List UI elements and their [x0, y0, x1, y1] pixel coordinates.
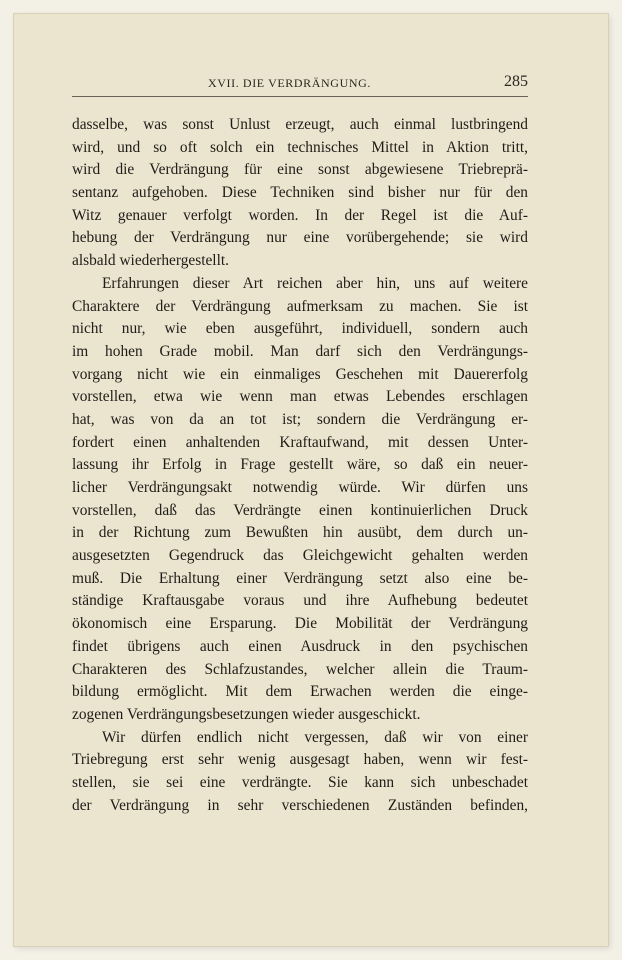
text-line: der Verdrängung in sehr verschiedenen Zuständen befinden,: [72, 796, 528, 814]
text-line: ständige Kraftausgabe voraus und ihre Aufhebung bedeutet: [72, 592, 528, 610]
text-line: wird, und so oft solch ein technisches Mittel in Aktion tritt,: [72, 138, 528, 156]
header-rule: [72, 96, 528, 97]
text-line: alsbald wiederhergestellt.: [72, 252, 229, 270]
page-header: [72, 72, 528, 94]
text-line: Charaktere der Verdrängung aufmerksam zu machen. Sie ist: [72, 297, 528, 315]
text-line: Witz genauer verfolgt worden. In der Regel ist die Auf-: [72, 206, 528, 224]
text-line: stellen, sie sei eine verdrängte. Sie kann sich unbeschadet: [72, 773, 528, 791]
text-line: ausgesetzten Gegendruck das Gleichgewicht gehalten werden: [72, 547, 528, 565]
text-line: vorstellen, daß das Verdrängte einen kontinuierlichen Druck: [72, 501, 528, 519]
text-line: in der Richtung zum Bewußten hin ausübt, dem durch un-: [72, 524, 528, 542]
text-line: Charakteren des Schlafzustandes, welcher allein die Traum-: [72, 660, 528, 678]
text-line: dasselbe, was sonst Unlust erzeugt, auch einmal lustbringend: [72, 116, 528, 133]
text-line: zogenen Verdrängungsbesetzungen wieder ausgeschickt.: [72, 705, 421, 723]
running-head: XVII. DIE VERDRÄNGUNG.: [208, 76, 371, 90]
text-line: findet übrigens auch einen Ausdruck in den psychischen: [72, 637, 528, 655]
text-line: Wir dürfen endlich nicht vergessen, daß wir von einer: [102, 728, 528, 746]
text-line: Triebregung erst sehr wenig ausgesagt haben, wenn wir fest-: [72, 751, 528, 769]
text-line: licher Verdrängungsakt notwendig würde. Wir dürfen uns: [72, 479, 528, 496]
text-line: im hohen Grade mobil. Man darf sich den Verdrängungs-: [72, 342, 528, 360]
text-line: hat, was von da an tot ist; sondern die Verdrängung er-: [72, 410, 528, 428]
text-line: wird die Verdrängung für eine sonst abgewiesene Triebreprä-: [72, 161, 528, 179]
text-line: muß. Die Erhaltung einer Verdrängung setzt also eine be-: [72, 569, 528, 587]
text-line: fordert einen anhaltenden Kraftaufwand, mit dessen Unter-: [72, 433, 528, 451]
page-number: 285: [504, 73, 528, 90]
text-line: Erfahrungen dieser Art reichen aber hin, uns auf weitere: [102, 274, 528, 292]
text-line: hebung der Verdrängung nur eine vorübergehende; sie wird: [72, 229, 528, 247]
book-page: [14, 14, 608, 946]
text-line: sentanz aufgehoben. Diese Techniken sind bisher nur für den: [72, 184, 528, 202]
text-line: vorstellen, etwa wie wenn man etwas Lebendes erschlagen: [72, 388, 528, 406]
text-line: ökonomisch eine Ersparung. Die Mobilität der Verdrängung: [72, 615, 528, 633]
text-line: nicht nur, wie eben ausgeführt, individuell, sondern auch: [72, 320, 528, 338]
text-line: lassung ihr Erfolg in Frage gestellt wäre, so daß ein neuer-: [72, 456, 528, 474]
text-line: vorgang nicht wie ein einmaliges Geschehen mit Dauererfolg: [72, 365, 528, 383]
text-line: bildung ermöglicht. Mit dem Erwachen werden die einge-: [72, 683, 528, 701]
body-text: [72, 114, 528, 817]
